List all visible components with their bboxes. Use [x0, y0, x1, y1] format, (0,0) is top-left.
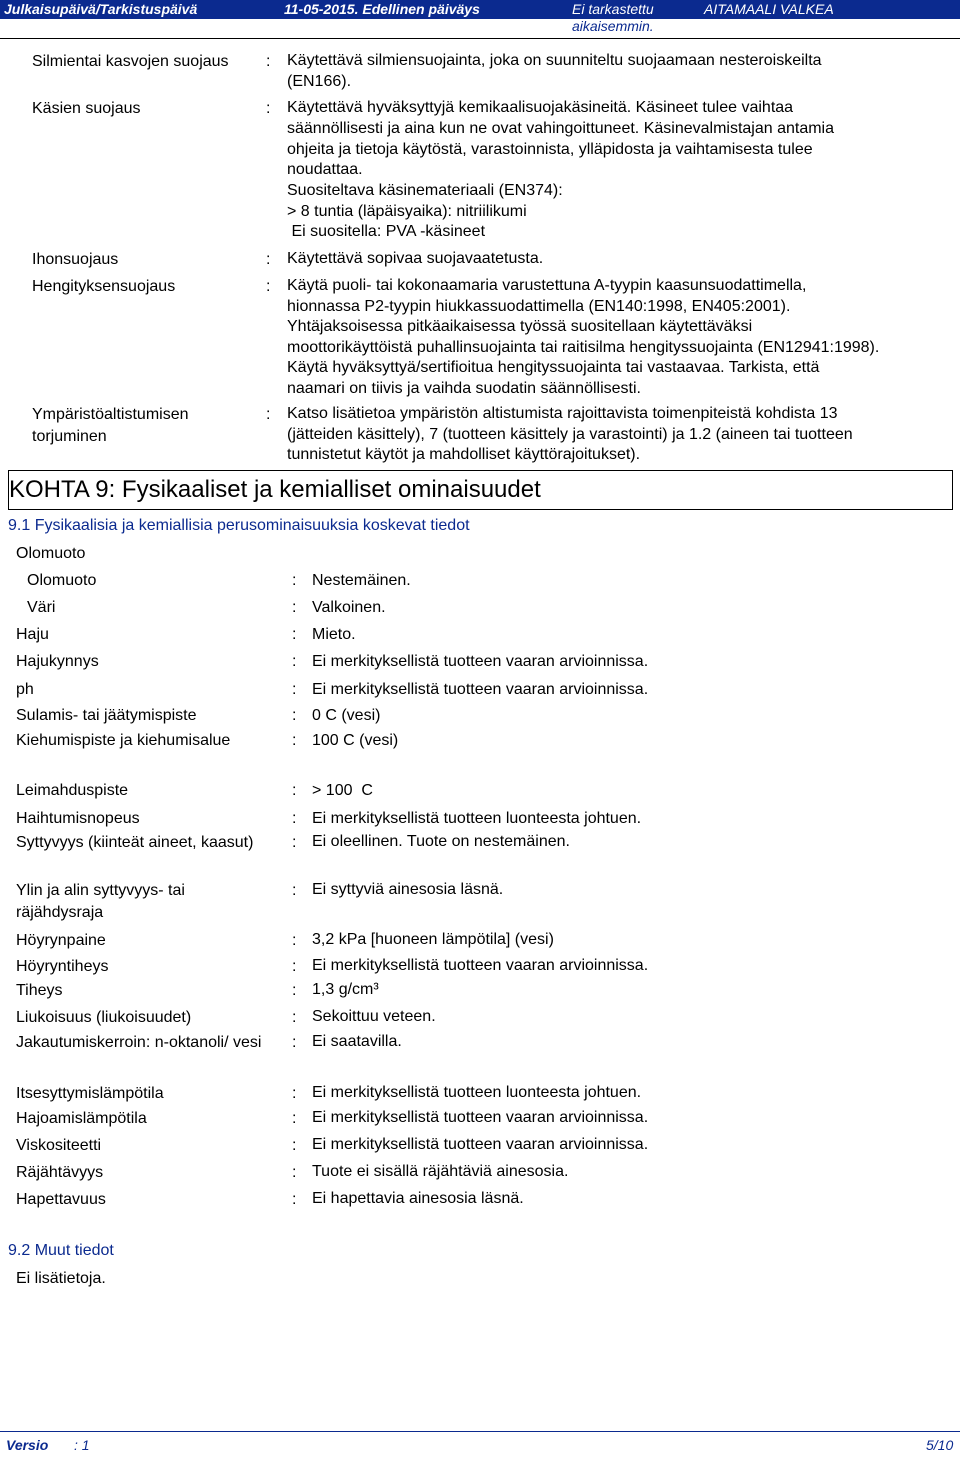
colon: : [292, 882, 297, 899]
footer-rule [0, 1431, 960, 1432]
prop-label: Höyryntiheys [16, 958, 109, 975]
prop-value: 1,3 g/cm³ [312, 981, 379, 998]
value-line: Ei suositella: PVA -käsineet [287, 223, 486, 240]
colon: : [292, 782, 297, 799]
header-previous: Ei tarkastettu [572, 1, 654, 17]
colon: : [292, 932, 297, 949]
prop-label: Liukoisuus (liukoisuudet) [16, 1009, 192, 1026]
label-hand-protection: Käsien suojaus [32, 100, 141, 117]
prop-label: Syttyvyys (kiinteät aineet, kaasut) [16, 834, 254, 851]
colon: : [266, 53, 271, 70]
colon: : [292, 834, 297, 851]
value-line: säännöllisesti ja aina kun ne ovat vahingoittuneet. Käsinevalmistajan antamia [287, 120, 835, 137]
prop-label: Tiheys [16, 982, 63, 999]
prop-value: Ei syttyviä ainesosia läsnä. [312, 881, 504, 898]
prop-label: Hajoamislämpötila [16, 1110, 147, 1127]
label-eye-protection: Silmientai kasvojen suojaus [32, 53, 229, 70]
value-line: Suositeltava käsinemateriaali (EN374): [287, 182, 563, 199]
colon: : [266, 278, 271, 295]
prop-value: Ei merkityksellistä tuotteen vaaran arvioinnissa. [312, 653, 649, 670]
prop-label: Jakautumiskerroin: n-oktanoli/ vesi [16, 1034, 262, 1051]
prop-label: Hajukynnys [16, 653, 99, 670]
prop-value: > 100 C [312, 782, 373, 799]
prop-label: Olomuoto [27, 572, 97, 589]
value-line: Käytä puoli- tai kokonaamaria varustettuna A-tyypin kaasunsuodattimella, [287, 277, 807, 294]
value-line: Käytettävä sopivaa suojavaatetusta. [287, 250, 544, 267]
prop-value: Ei merkityksellistä tuotteen vaaran arvioinnissa. [312, 1109, 649, 1126]
colon: : [266, 251, 271, 268]
version-label: Versio [6, 1437, 49, 1453]
prop-label: Leimahduspiste [16, 782, 129, 799]
prop-label: Kiehumispiste ja kiehumisalue [16, 732, 231, 749]
prop-label: Haihtumisnopeus [16, 810, 140, 827]
colon: : [292, 653, 297, 670]
prop-value: 100 C (vesi) [312, 732, 399, 749]
prop-value: Tuote ei sisällä räjähtäviä ainesosia. [312, 1163, 569, 1180]
revision-date-label: Julkaisupäivä/Tarkistuspäivä [4, 1, 198, 17]
value-line: ohjeita ja tietoja käytöstä, varastoinnista, ylläpidosta ja vaihtamisesta tulee [287, 141, 813, 158]
page-number: 5/10 [926, 1437, 954, 1453]
colon: : [292, 626, 297, 643]
label-skin-protection: Ihonsuojaus [32, 251, 119, 268]
value-line: tunnistetut käytöt ja mahdolliset käyttörajoitukset). [287, 446, 641, 463]
value-line: moottorikäyttöistä puhallinsuojainta tai raitisilma hengityssuojainta (EN12941:1998). [287, 339, 880, 356]
label-respiratory-protection: Hengityksensuojaus [32, 278, 176, 295]
colon: : [292, 732, 297, 749]
prop-value: Sekoittuu veteen. [312, 1008, 436, 1025]
value-line: Katso lisätietoa ympäristön altistumista rajoittavista toimenpiteistä kohdista 13 [287, 405, 838, 422]
colon: : [292, 1164, 297, 1181]
value-line: noudattaa. [287, 161, 363, 178]
prop-label: Itsesyttymislämpötila [16, 1085, 164, 1102]
value-line: (jätteiden käsittely), 7 (tuotteen käsittely ja varastointi) ja 1.2 (aineen tai tuotteen [287, 426, 853, 443]
prop-label: Hapettavuus [16, 1191, 106, 1208]
prop-value: Ei merkityksellistä tuotteen vaaran arvioinnissa. [312, 957, 649, 974]
prop-value: Ei oleellinen. Tuote on nestemäinen. [312, 833, 570, 850]
value-line: > 8 tuntia (läpäisyaika): nitriilikumi [287, 203, 527, 220]
appearance-heading: Olomuoto [16, 545, 86, 562]
value-line: Yhtäjaksoisessa pitkäaikaisessa työssä suositellaan käytettäväksi [287, 318, 753, 335]
prop-value: 3,2 kPa [huoneen lämpötila] (vesi) [312, 931, 554, 948]
prop-value: Ei hapettavia ainesosia läsnä. [312, 1190, 524, 1207]
value-line: (EN166). [287, 73, 352, 90]
section-9-title: KOHTA 9: Fysikaaliset ja kemialliset ominaisuudet [9, 476, 541, 503]
colon: : [292, 1110, 297, 1127]
colon: : [292, 599, 297, 616]
value-line: hionnassa P2-tyypin hiukkassuodattimella (EN140:1998, EN405:2001). [287, 298, 791, 315]
colon: : [292, 1137, 297, 1154]
prop-value: Nestemäinen. [312, 572, 411, 589]
prop-value: 0 C (vesi) [312, 707, 381, 724]
prop-label: Haju [16, 626, 49, 643]
colon: : [292, 681, 297, 698]
subsection-9-2-title: 9.2 Muut tiedot [8, 1242, 114, 1259]
colon: : [292, 810, 297, 827]
version-value: : 1 [74, 1437, 90, 1453]
other-info-text: Ei lisätietoja. [16, 1270, 106, 1287]
colon: : [292, 982, 297, 999]
prop-label: ph [16, 681, 34, 698]
colon: : [292, 572, 297, 589]
header-date: 11-05-2015. Edellinen päiväys [284, 1, 480, 17]
prop-label: Viskositeetti [16, 1137, 102, 1154]
colon: : [292, 707, 297, 724]
prop-value: Ei merkityksellistä tuotteen luonteesta johtuen. [312, 810, 642, 827]
prop-value: Mieto. [312, 626, 356, 643]
colon: : [292, 1034, 297, 1051]
value-line: Käytä hyväksyttyä/sertifioitua hengityssuojainta tai vastaavaa. Tarkista, että [287, 359, 820, 376]
colon: : [292, 1085, 297, 1102]
colon: : [292, 1009, 297, 1026]
header-rule [0, 38, 960, 39]
prop-value: Ei merkityksellistä tuotteen vaaran arvioinnissa. [312, 681, 649, 698]
document-header [0, 0, 960, 38]
value-line: Käytettävä silmiensuojainta, joka on suunniteltu suojaamaan nesteroiskeilta [287, 52, 822, 69]
prop-label: Ylin ja alin syttyvyys- tai räjähdysraja [16, 882, 185, 921]
prop-value: Ei merkityksellistä tuotteen luonteesta johtuen. [312, 1084, 642, 1101]
header-previous-sub: aikaisemmin. [572, 18, 654, 34]
colon: : [292, 958, 297, 975]
colon: : [266, 100, 271, 117]
subsection-9-1-title: 9.1 Fysikaalisia ja kemiallisia perusominaisuuksia koskevat tiedot [8, 517, 470, 534]
header-product: AITAMAALI VALKEA [704, 1, 834, 17]
value-line: naamari on tiivis ja vaihda suodatin säännöllisesti. [287, 380, 641, 397]
prop-label: Höyrynpaine [16, 932, 106, 949]
value-line: Käytettävä hyväksyttyjä kemikaalisuojakäsineitä. Käsineet tulee vaihtaa [287, 99, 794, 116]
section-9-heading-box [8, 470, 953, 510]
prop-value: Valkoinen. [312, 599, 386, 616]
prop-label: Väri [27, 599, 56, 616]
prop-value: Ei saatavilla. [312, 1033, 402, 1050]
colon: : [292, 1191, 297, 1208]
prop-label: Sulamis- tai jäätymispiste [16, 707, 197, 724]
prop-value: Ei merkityksellistä tuotteen vaaran arvioinnissa. [312, 1136, 649, 1153]
label-environmental-exposure: Ympäristöaltistumisen torjuminen [32, 406, 189, 445]
prop-label: Räjähtävyys [16, 1164, 104, 1181]
colon: : [266, 406, 271, 423]
